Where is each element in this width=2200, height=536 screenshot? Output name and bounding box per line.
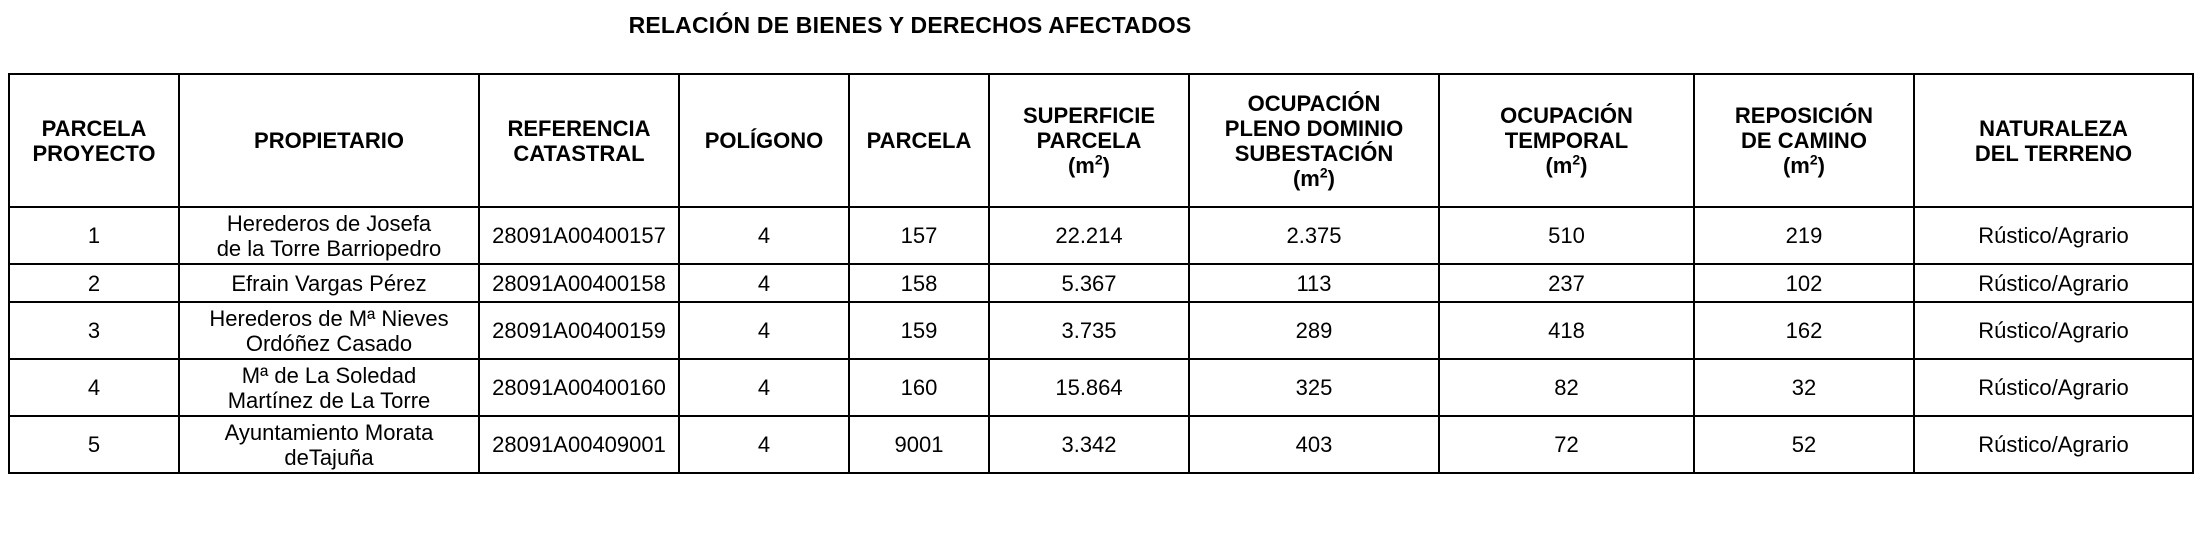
table-row xyxy=(9,264,2193,302)
header-line: OCUPACIÓN xyxy=(1247,90,1381,116)
cell-referencia-catastral: 28091A00400160 xyxy=(479,359,679,416)
cell-parcela-proyecto: 5 xyxy=(9,416,179,473)
cell-naturaleza: Rústico/Agrario xyxy=(1914,264,2193,302)
header-line: NATURALEZA xyxy=(1979,115,2128,141)
cell-parcela: 160 xyxy=(849,359,989,416)
owner-line: Ayuntamiento Morata xyxy=(224,419,434,445)
cell-ocupacion-temporal: 82 xyxy=(1439,359,1694,416)
header-line: OCUPACIÓN xyxy=(1500,103,1633,128)
owner-line: Efrain Vargas Pérez xyxy=(231,270,427,296)
cell-parcela: 9001 xyxy=(849,416,989,473)
affected-properties-table xyxy=(8,73,2194,474)
cell-propietario xyxy=(179,264,479,302)
header-line: REPOSICIÓN xyxy=(1734,103,1874,128)
cell-propietario xyxy=(179,359,479,416)
cell-ocupacion-pleno: 289 xyxy=(1189,302,1439,359)
cell-referencia-catastral: 28091A00400157 xyxy=(479,207,679,264)
cell-naturaleza: Rústico/Agrario xyxy=(1914,416,2193,473)
cell-ocupacion-pleno: 113 xyxy=(1189,264,1439,302)
cell-propietario xyxy=(179,207,479,264)
header-poligono xyxy=(679,74,849,207)
header-line: DEL TERRENO xyxy=(1974,140,2133,166)
table-row xyxy=(9,416,2193,473)
cell-referencia-catastral: 28091A00400159 xyxy=(479,302,679,359)
unit-label: $(m^2)$ xyxy=(1292,164,1335,191)
cell-referencia-catastral: 28091A00400158 xyxy=(479,264,679,302)
header-line: POLÍGONO xyxy=(704,128,824,153)
cell-poligono: 4 xyxy=(679,264,849,302)
cell-naturaleza: Rústico/Agrario xyxy=(1914,207,2193,264)
cell-naturaleza: Rústico/Agrario xyxy=(1914,302,2193,359)
cell-parcela: 157 xyxy=(849,207,989,264)
cell-ocupacion-pleno: 2.375 xyxy=(1189,207,1439,264)
header-superficie-parcela xyxy=(989,74,1189,207)
cell-ocupacion-temporal: 418 xyxy=(1439,302,1694,359)
cell-reposicion-camino: 162 xyxy=(1694,302,1914,359)
owner-line: Mª de La Soledad xyxy=(241,362,417,388)
cell-parcela-proyecto: 3 xyxy=(9,302,179,359)
header-line: SUPERFICIE xyxy=(1022,103,1156,128)
owner-line: Herederos de Josefa xyxy=(226,210,432,236)
table-row xyxy=(9,302,2193,359)
cell-poligono: 4 xyxy=(679,207,849,264)
unit-label: $(m^2)$ xyxy=(1067,151,1110,178)
header-line: TEMPORAL xyxy=(1504,128,1629,153)
cell-ocupacion-pleno: 325 xyxy=(1189,359,1439,416)
cell-referencia-catastral: 28091A00409001 xyxy=(479,416,679,473)
unit-label: $(m^2)$ xyxy=(1782,151,1825,178)
table-body xyxy=(9,207,2193,473)
header-row xyxy=(9,74,2193,207)
header-referencia-catastral xyxy=(479,74,679,207)
header-line: PROPIETARIO xyxy=(254,128,404,153)
cell-superficie: 15.864 xyxy=(989,359,1189,416)
header-line: PARCELA xyxy=(866,128,972,153)
header-line: REFERENCIA xyxy=(507,115,651,141)
cell-ocupacion-temporal: 72 xyxy=(1439,416,1694,473)
header-line: PROYECTO xyxy=(32,140,156,166)
cell-reposicion-camino: 52 xyxy=(1694,416,1914,473)
owner-line: Herederos de Mª Nieves xyxy=(209,305,449,331)
cell-poligono: 4 xyxy=(679,359,849,416)
cell-parcela-proyecto: 4 xyxy=(9,359,179,416)
table-row xyxy=(9,359,2193,416)
cell-superficie: 3.342 xyxy=(989,416,1189,473)
table-row xyxy=(9,207,2193,264)
header-reposicion-camino xyxy=(1694,74,1914,207)
cell-ocupacion-pleno: 403 xyxy=(1189,416,1439,473)
cell-propietario xyxy=(179,416,479,473)
cell-ocupacion-temporal: 237 xyxy=(1439,264,1694,302)
owner-line: de la Torre Barriopedro xyxy=(216,235,442,261)
header-line: CATASTRAL xyxy=(513,140,645,166)
cell-superficie: 3.735 xyxy=(989,302,1189,359)
cell-parcela-proyecto: 1 xyxy=(9,207,179,264)
cell-reposicion-camino: 219 xyxy=(1694,207,1914,264)
cell-reposicion-camino: 102 xyxy=(1694,264,1914,302)
header-ocupacion-pleno-dominio xyxy=(1189,74,1439,207)
cell-parcela: 158 xyxy=(849,264,989,302)
cell-parcela-proyecto: 2 xyxy=(9,264,179,302)
header-propietario xyxy=(179,74,479,207)
header-line: SUBESTACIÓN xyxy=(1234,140,1394,166)
cell-reposicion-camino: 32 xyxy=(1694,359,1914,416)
cell-ocupacion-temporal: 510 xyxy=(1439,207,1694,264)
cell-superficie: 5.367 xyxy=(989,264,1189,302)
header-parcela xyxy=(849,74,989,207)
header-ocupacion-temporal xyxy=(1439,74,1694,207)
cell-propietario xyxy=(179,302,479,359)
header-naturaleza-terreno xyxy=(1914,74,2193,207)
document-title: RELACIÓN DE BIENES Y DERECHOS AFECTADOS xyxy=(628,12,1192,38)
owner-line: deTajuña xyxy=(284,444,374,470)
cell-superficie: 22.214 xyxy=(989,207,1189,264)
header-line: PARCELA xyxy=(1036,128,1142,153)
header-line: DE CAMINO xyxy=(1741,128,1867,153)
cell-poligono: 4 xyxy=(679,302,849,359)
cell-poligono: 4 xyxy=(679,416,849,473)
owner-line: Ordóñez Casado xyxy=(245,330,413,356)
unit-label: $(m^2)$ xyxy=(1545,151,1588,178)
header-line: PLENO DOMINIO xyxy=(1224,115,1404,141)
cell-parcela: 159 xyxy=(849,302,989,359)
owner-line: Martínez de La Torre xyxy=(227,387,431,413)
cell-naturaleza: Rústico/Agrario xyxy=(1914,359,2193,416)
header-parcela-proyecto xyxy=(9,74,179,207)
header-line: PARCELA xyxy=(41,115,147,141)
